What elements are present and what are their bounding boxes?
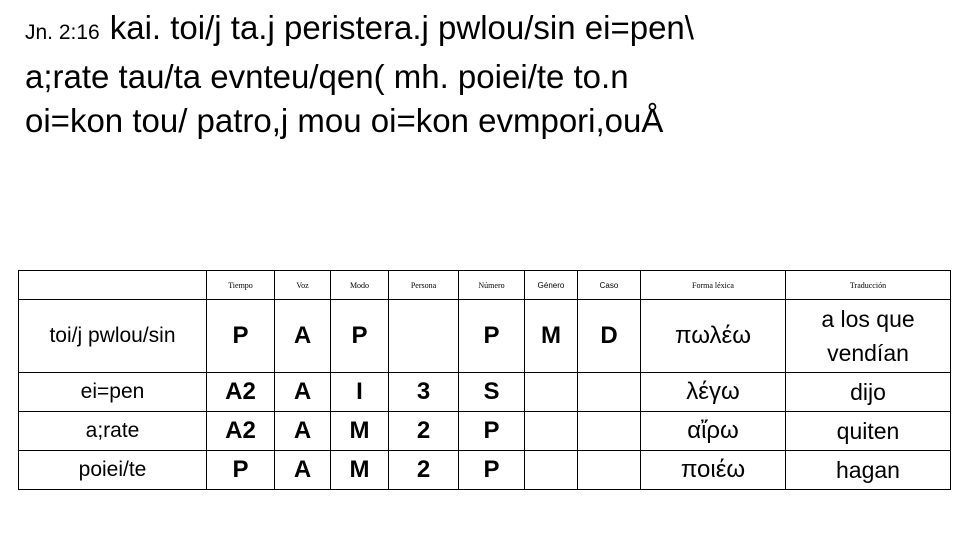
- cell-persona: 2: [389, 451, 459, 490]
- verse-line-1: [25, 6, 950, 55]
- table-row: [19, 451, 951, 490]
- cell-genero: [525, 373, 578, 412]
- cell-numero: P: [459, 412, 525, 451]
- cell-forma-lexica: αἴρω: [641, 412, 786, 451]
- cell-caso: D: [578, 300, 641, 373]
- header-word: [19, 271, 207, 300]
- cell-traduccion: dijo: [786, 373, 951, 412]
- cell-genero: M: [525, 300, 578, 373]
- table-header-row: [19, 271, 951, 300]
- cell-tiempo: P: [207, 300, 275, 373]
- cell-forma-lexica: πωλέω: [641, 300, 786, 373]
- cell-tiempo: P: [207, 451, 275, 490]
- cell-word: toi/j pwlou/sin: [19, 300, 207, 373]
- verse-line-1-text: kai. toi/j ta.j peristera.j pwlou/sin ei=pen\: [109, 9, 694, 46]
- cell-persona: [389, 300, 459, 373]
- verse-line-2: a;rate tau/ta evnteu/qen( mh. poiei/te to.n: [25, 58, 629, 95]
- header-persona: Persona: [389, 271, 459, 300]
- cell-genero: [525, 412, 578, 451]
- cell-forma-lexica: ποιέω: [641, 451, 786, 490]
- table-row: [19, 300, 951, 373]
- header-caso: Caso: [578, 271, 641, 300]
- header-traduccion: Traducción: [786, 271, 951, 300]
- header-genero: Género: [525, 271, 578, 300]
- header-modo: Modo: [331, 271, 389, 300]
- cell-modo: P: [331, 300, 389, 373]
- cell-numero: P: [459, 451, 525, 490]
- cell-word: ei=pen: [19, 373, 207, 412]
- cell-modo: I: [331, 373, 389, 412]
- cell-caso: [578, 412, 641, 451]
- cell-voz: A: [275, 451, 331, 490]
- cell-persona: 2: [389, 412, 459, 451]
- cell-tiempo: A2: [207, 412, 275, 451]
- header-voz: Voz: [275, 271, 331, 300]
- cell-modo: M: [331, 412, 389, 451]
- header-tiempo: Tiempo: [207, 271, 275, 300]
- parsing-table: [18, 270, 951, 490]
- cell-word: poiei/te: [19, 451, 207, 490]
- cell-caso: [578, 373, 641, 412]
- cell-forma-lexica: λέγω: [641, 373, 786, 412]
- cell-voz: A: [275, 412, 331, 451]
- cell-traduccion: a los que vendían: [786, 300, 951, 373]
- header-forma-lexica: Forma léxica: [641, 271, 786, 300]
- cell-voz: A: [275, 373, 331, 412]
- cell-tiempo: A2: [207, 373, 275, 412]
- cell-caso: [578, 451, 641, 490]
- cell-numero: P: [459, 300, 525, 373]
- verse-reference: Jn. 2:16: [25, 21, 100, 44]
- verse-text: [25, 6, 950, 143]
- cell-voz: A: [275, 300, 331, 373]
- table-row: [19, 412, 951, 451]
- table-row: [19, 373, 951, 412]
- cell-numero: S: [459, 373, 525, 412]
- cell-traduccion: quiten: [786, 412, 951, 451]
- header-numero: Número: [459, 271, 525, 300]
- cell-persona: 3: [389, 373, 459, 412]
- verse-line-3: oi=kon tou/ patro,j mou oi=kon evmpori,ouÅ: [25, 102, 664, 139]
- cell-genero: [525, 451, 578, 490]
- cell-traduccion: hagan: [786, 451, 951, 490]
- cell-word: a;rate: [19, 412, 207, 451]
- cell-modo: M: [331, 451, 389, 490]
